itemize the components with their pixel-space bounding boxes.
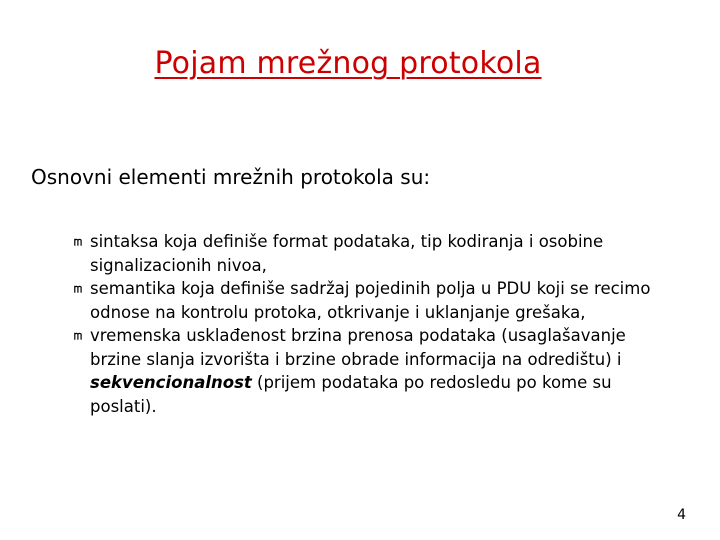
bullet-list xyxy=(74,230,674,418)
bullet-text: semantika koja definiše sadržaj pojedinih polja u PDU koji se recimo odnose na kontrolu protoka, otkrivanje i uklanjanje grešaka, xyxy=(90,279,651,322)
bullet-m-icon xyxy=(74,238,82,246)
bullet-m-icon xyxy=(74,285,82,293)
bullet-text: sintaksa koja definiše format podataka, tip kodiranja i osobine signalizacionih nivoa, xyxy=(90,232,604,275)
bullet-text-before: vremenska usklađenost brzina prenosa podataka (usaglašavanje brzine slanja izvorišta i brzine obrade informacija na odredištu) i xyxy=(90,326,626,369)
list-item xyxy=(74,324,674,418)
bullet-m-icon xyxy=(74,332,82,340)
list-item xyxy=(74,277,674,324)
page-number: 4 xyxy=(677,507,686,523)
list-item xyxy=(74,230,674,277)
emphasis-sekvencionalnost: sekvencionalnost xyxy=(90,373,252,392)
slide-title: Pojam mrežnog protokola xyxy=(154,46,542,81)
intro-text: Osnovni elementi mrežnih protokola su: xyxy=(31,165,431,189)
bullet-text-after: (prijem podataka po redosledu po kome su poslati). xyxy=(90,373,612,416)
